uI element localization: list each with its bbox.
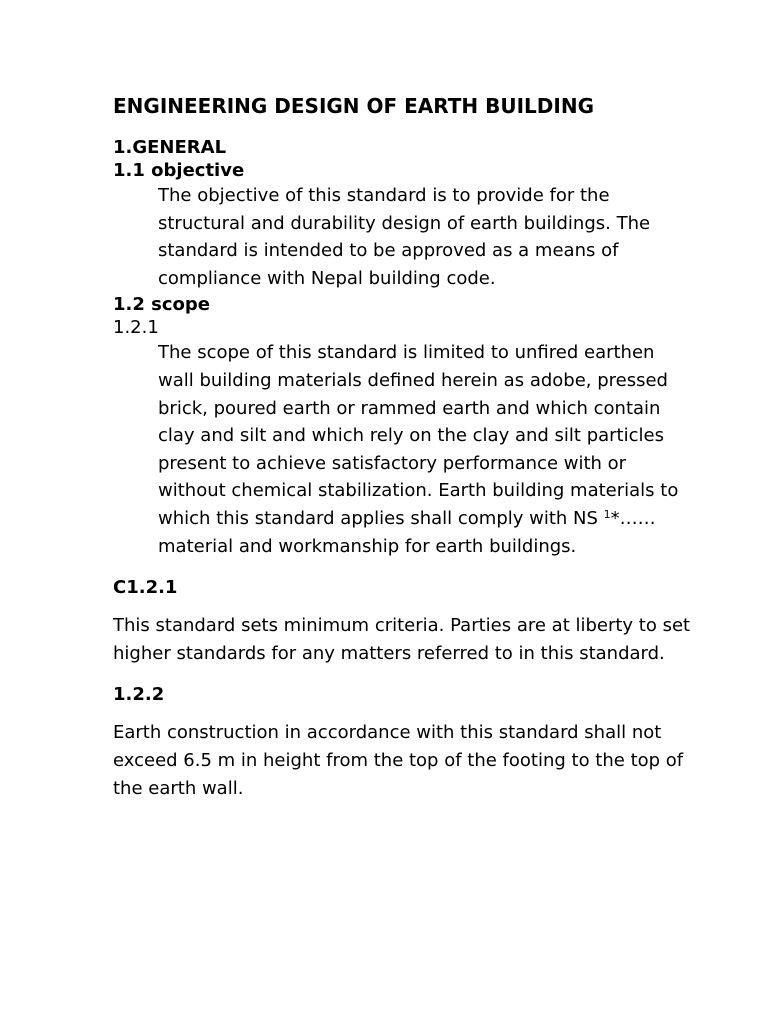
scope-heading: 1.2 scope — [113, 294, 210, 316]
objective-paragraph: The objective of this standard is to provide for the structural and durability design of earth buildings. The standard is intended to be approved as a means of compliance with Nepal building code. — [158, 185, 651, 289]
footnote-marker: 1 — [603, 507, 611, 521]
objective-heading: 1.1 objective — [113, 160, 245, 181]
scope-subclause-number: 1.2.1 — [113, 317, 159, 339]
clause-122-paragraph: Earth construction in accordance with this standard shall not exceed 6.5 m in height from the top of the footing to the top of the earth wall. — [113, 722, 684, 799]
commentary-heading: C1.2.1 — [113, 577, 178, 599]
commentary-paragraph: This standard sets minimum criteria. Parties are at liberty to set higher standards for any matters referred to in this standard. — [113, 615, 691, 664]
scope-paragraph — [158, 339, 693, 560]
document-title: ENGINEERING DESIGN OF EARTH BUILDING — [113, 94, 594, 118]
document-page — [113, 92, 693, 802]
section-general-heading: 1.GENERAL — [113, 137, 227, 158]
clause-122-heading: 1.2.2 — [113, 684, 165, 706]
scope-paragraph-main: The scope of this standard is limited to unfired earthen wall building materials defined herein as adobe, pressed brick, poured earth or rammed earth and which contain clay and silt and which rely on the clay and silt particles present to achieve satisfactory performance with or without chemical stabilization. Earth building materials to which this standard applies shall comply with NS — [158, 342, 679, 529]
scope-paragraph-tail: *…… material and workmanship for earth buildings. — [158, 507, 656, 557]
